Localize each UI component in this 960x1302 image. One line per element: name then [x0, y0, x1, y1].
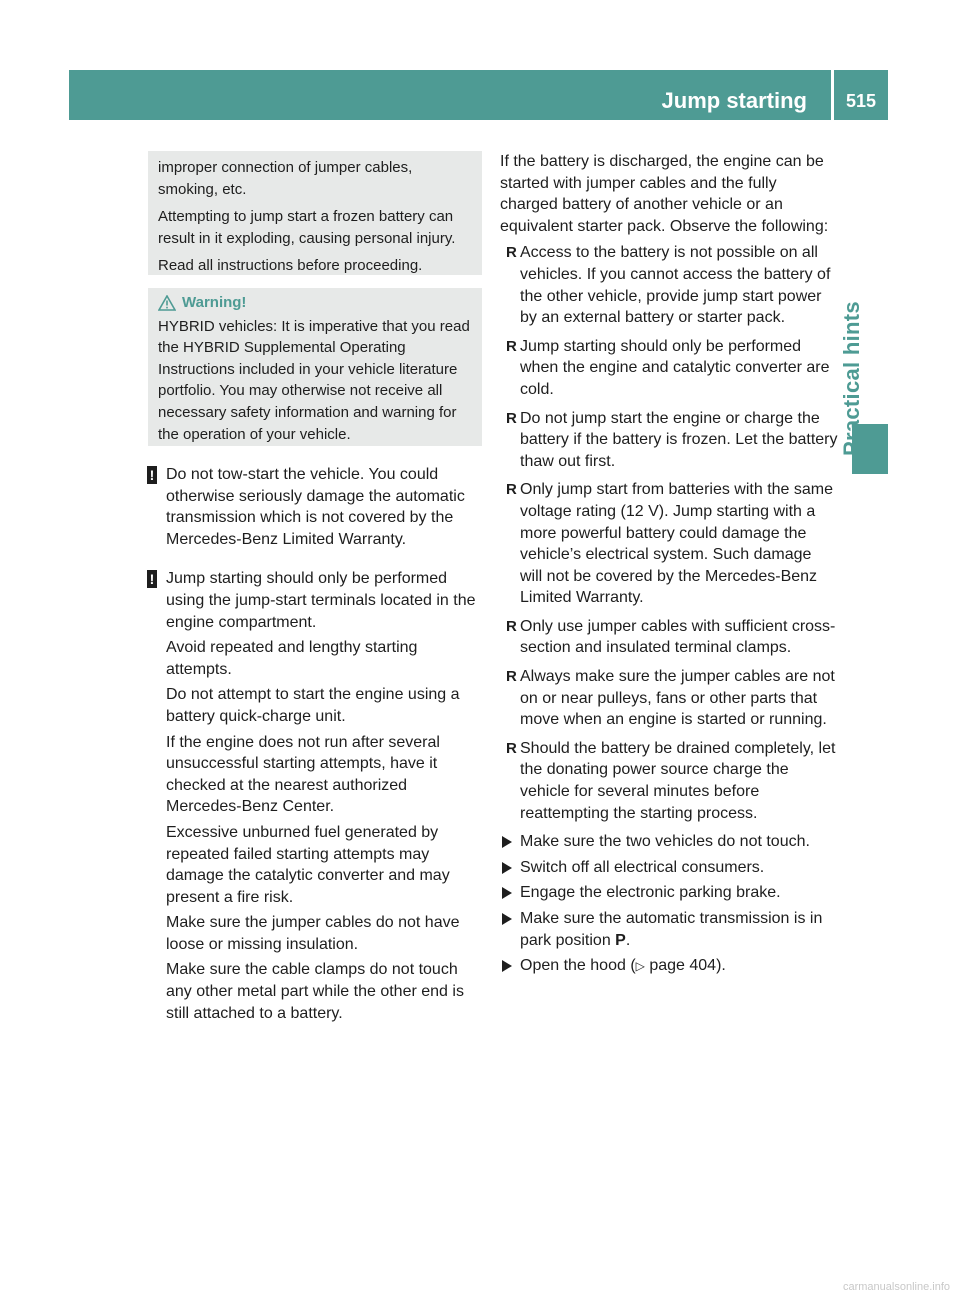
list-item: R Only jump start from batteries with the same voltage rating (12 V). Jump starting with a more powerful battery could damage the vehicle’s electrical system. Such damage will not be covered by the Mercedes-Benz Limited Warranty.: [506, 481, 833, 607]
note-paragraph: Make sure the jumper cables do not have loose or missing insulation.: [166, 914, 460, 953]
caution-text-1: improper connection of jumper cables, smoking, etc.: [158, 159, 413, 198]
warning-header: [158, 292, 474, 314]
caution-text-3: Read all instructions before proceeding.: [158, 257, 423, 275]
step-arrow-icon: [502, 960, 512, 972]
bullet-icon: R: [506, 617, 517, 635]
section-title: Jump starting: [661, 88, 807, 113]
page-reference-icon: ▷: [635, 959, 645, 974]
list-item: R Access to the battery is not possible on all vehicles. If you cannot access the battery of the other vehicle, provide jump start power by an external battery or starter pack.: [506, 244, 831, 327]
note-paragraph: Excessive unburned fuel generated by repeated failed starting attempts may damage the catalytic converter and may present a fire risk.: [166, 823, 450, 906]
bullet-list: [500, 242, 838, 824]
note-paragraph: Make sure the cable clamps do not touch any other metal part while the other end is still attached to a battery.: [166, 961, 464, 1022]
left-column: [148, 151, 482, 1028]
step-item: Make sure the automatic transmission is in park position P.: [500, 908, 838, 951]
intro-text: If the battery is discharged, the engine can be started with jumper cables and the fully charged battery of another vehicle or an equivalent starter pack. Observe the following:: [500, 153, 829, 235]
caution-box: [148, 151, 482, 275]
page-number: 515: [845, 91, 877, 111]
note-tow-start: [148, 464, 482, 550]
step-arrow-icon: [502, 862, 512, 874]
step-item: Switch off all electrical consumers.: [500, 857, 838, 879]
bullet-icon: R: [506, 481, 517, 499]
step-item: Engage the electronic parking brake.: [500, 882, 838, 904]
step-item: Make sure the two vehicles do not touch.: [500, 831, 838, 853]
list-item: R Jump starting should only be performed when the engine and catalytic converter are cold.: [506, 337, 830, 398]
step-arrow-icon: [502, 887, 512, 899]
chapter-label-text: Practical hints: [839, 301, 864, 456]
caution-text-2: Attempting to jump start a frozen battery can result in it exploding, causing personal injury.: [158, 208, 456, 247]
bullet-icon: R: [506, 337, 517, 355]
warning-text: HYBRID vehicles: It is imperative that you read the HYBRID Supplemental Operating Instructions included in your vehicle literature portfolio. You may otherwise not receive all necessary safety information and warning for the operation of your vehicle.: [158, 317, 470, 443]
watermark: carmanualsonline.info: [842, 1281, 950, 1293]
exclamation-icon: !: [147, 466, 157, 484]
list-item: R Should the battery be drained completely, let the donating power source charge the vehicle for several minutes before reattempting the starting process.: [506, 739, 836, 822]
page-reference-link[interactable]: page 404: [644, 957, 717, 975]
step-list: [500, 831, 838, 978]
list-item: R Always make sure the jumper cables are not on or near pulleys, fans or other parts that move when an engine is started or running.: [506, 668, 835, 729]
note-jump-start: [148, 568, 482, 1024]
step-arrow-icon: [502, 836, 512, 848]
warning-box: [148, 288, 482, 446]
warning-title: Warning!: [182, 294, 247, 311]
step-arrow-icon: [502, 913, 512, 925]
chapter-label: [839, 301, 888, 661]
bullet-icon: R: [506, 409, 517, 427]
note-text: Do not tow-start the vehicle. You could otherwise seriously damage the automatic transmission which is not covered by the Mercedes-Benz Limited Warranty.: [166, 466, 465, 548]
warning-triangle-icon: [158, 295, 176, 311]
note-paragraph: If the engine does not run after several unsuccessful starting attempts, have it checked at the nearest authorized Mercedes-Benz Center.: [166, 733, 440, 816]
step-item: Open the hood (▷ page 404).: [500, 955, 838, 978]
exclamation-icon: !: [147, 570, 157, 588]
bullet-icon: R: [506, 668, 517, 686]
right-column: [500, 151, 838, 982]
bullet-icon: R: [506, 244, 517, 262]
list-item: R Only use jumper cables with sufficient cross-section and insulated terminal clamps.: [506, 617, 836, 657]
list-item: R Do not jump start the engine or charge the battery if the battery is frozen. Let the battery thaw out first.: [506, 409, 838, 470]
note-paragraph: Jump starting should only be performed using the jump-start terminals located in the engine compartment.: [166, 570, 476, 631]
park-position-label: P: [615, 931, 626, 949]
header-bar: [69, 70, 888, 120]
note-paragraph: Do not attempt to start the engine using a battery quick-charge unit.: [166, 686, 460, 725]
bullet-icon: R: [506, 739, 517, 757]
note-paragraph: Avoid repeated and lengthy starting attempts.: [166, 639, 418, 678]
